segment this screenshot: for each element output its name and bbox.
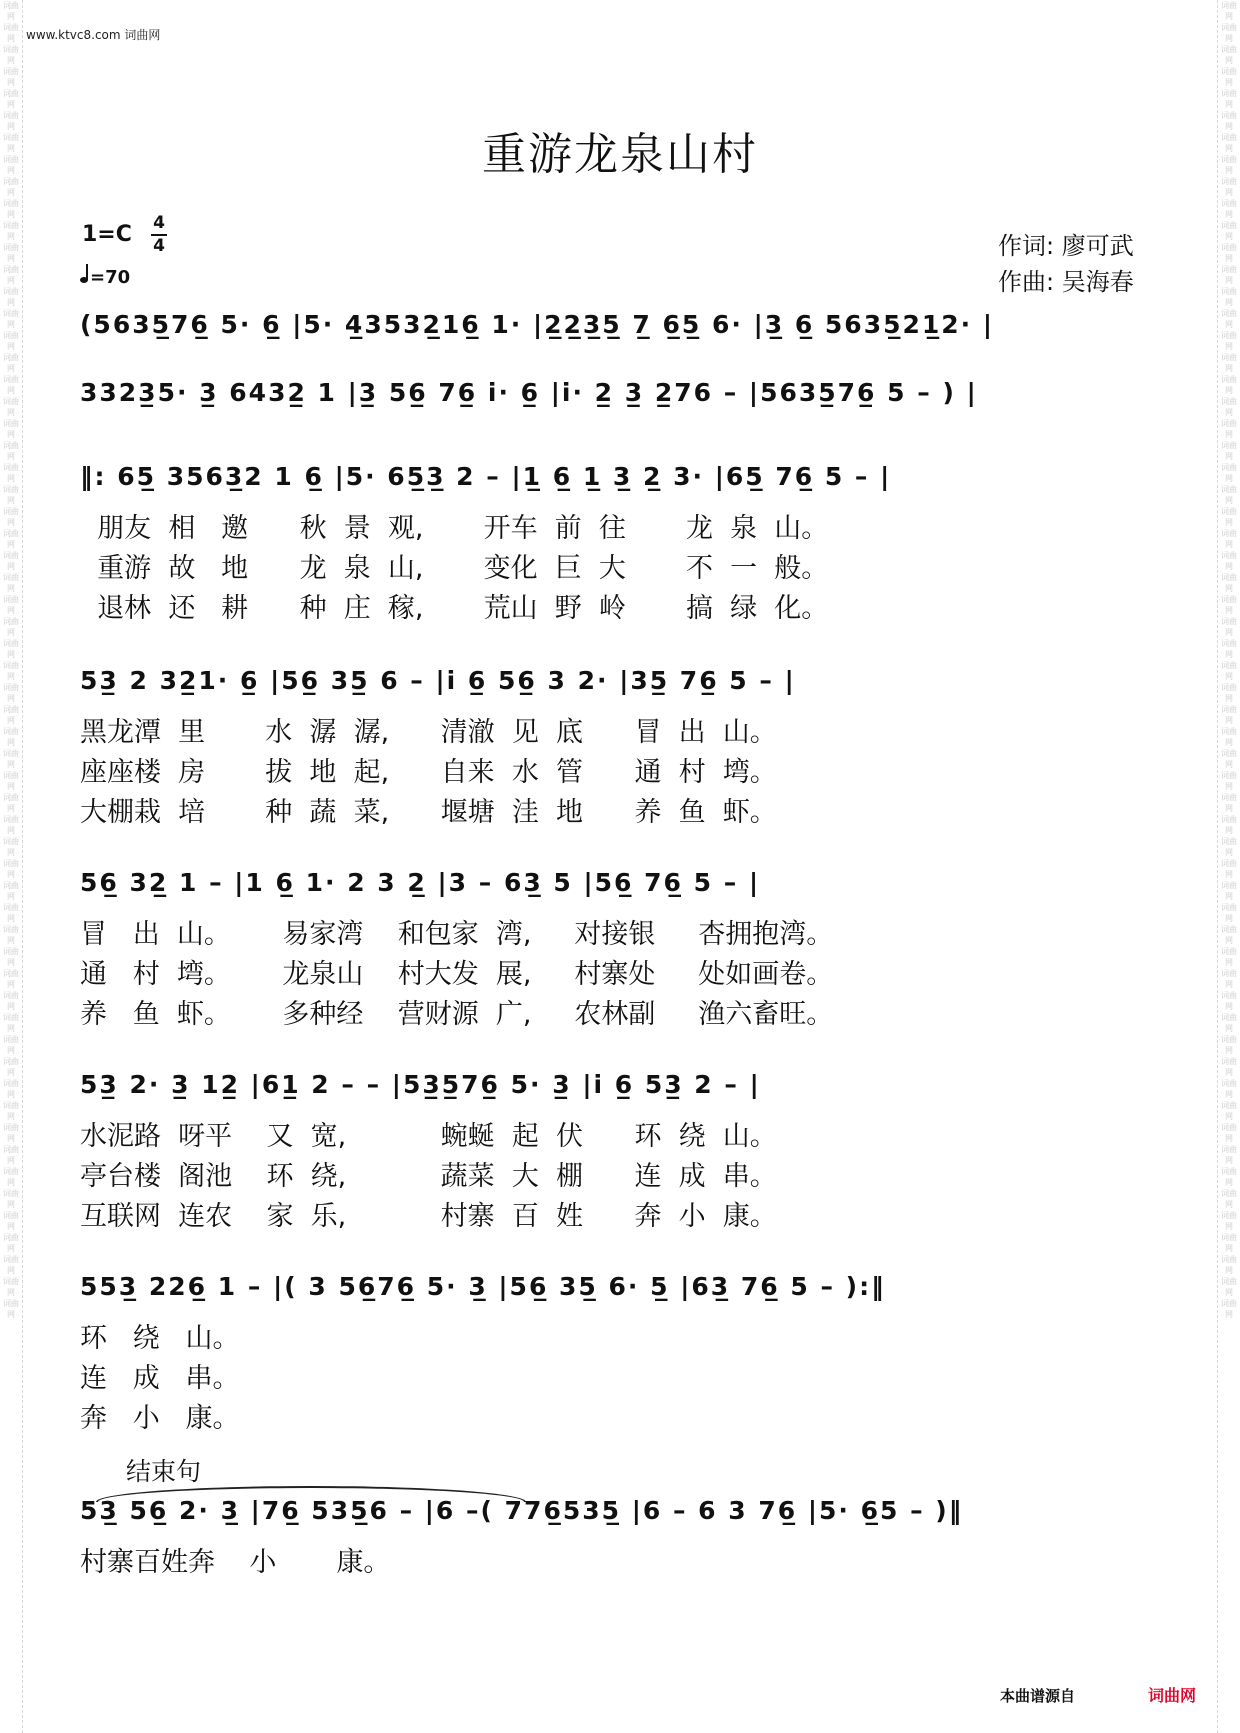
tempo-value: =70: [90, 267, 131, 288]
lyric-line: 座座楼 房 拔 地 起, 自来 水 管 通 村 塆。: [80, 757, 777, 788]
numbered-notation-row: 53̲ 2· 3̲ 12̲ |61̲ 2 – – |53̲5̲76̲ 5· 3̲ |i 6̲ 53̲ 2 – |: [80, 1070, 761, 1099]
left-watermark-strip: 词曲网 词曲网 词曲网 词曲网 词曲网 词曲网 词曲网 词曲网 词曲网 词曲网 词曲网 词曲网 词曲网 词曲网 词曲网 词曲网 词曲网 词曲网 词曲网 词曲网 词曲网 词曲网 词曲网 词曲网 词曲网 词曲网 词曲网 词曲网 词曲网 词曲网 词曲网 词曲网 词曲网 词曲网 词曲网 词曲网 词曲网 词曲网 词曲网 词曲网 词曲网 词曲网 词曲网 词曲网 词曲网 词曲网 词曲网 词曲网 词曲网 词曲网 词曲网 词曲网 词曲网 词曲网 词曲网 词曲网 词曲网 词曲网 词曲网 词曲网: [3, 1, 19, 1319]
footer-brand: 词曲网: [1148, 1686, 1197, 1705]
lyric-line: 奔 小 康。: [80, 1403, 240, 1434]
song-title: 重游龙泉山村: [482, 129, 758, 180]
lyric-line: 连 成 串。: [80, 1363, 240, 1394]
numbered-notation-row: (5635̲76̲ 5· 6̲ |5· 4̲3532̲16̲ 1· |2̲2̲3̲5̲ 7̲ 6̲5̲ 6· |3̲ 6̲ 5635̲21̲2· |: [80, 310, 995, 339]
lyric-line: 退林 还 耕 种 庄 稼, 荒山 野 岭 搞 绿 化。: [80, 593, 829, 624]
site-url: www.ktvc8.com 词曲网: [26, 28, 161, 42]
lyric-line: 水泥路 呀平 又 宽, 蜿蜒 起 伏 环 绕 山。: [80, 1121, 777, 1152]
key-signature: 1=C: [82, 222, 132, 247]
time-signature: [151, 214, 167, 256]
lyric-line: 重游 故 地 龙 泉 山, 变化 巨 大 不 一 般。: [80, 553, 829, 584]
ending-label: 结束句: [126, 1457, 202, 1486]
numbered-notation-row: 3323̲5· 3̲ 6432̲ 1 |3̲ 56̲ 76̲ i· 6̲ |i· 2̲ 3̲ 2̲76 – |5635̲76̲ 5 – ) |: [80, 378, 978, 407]
time-signature-bottom: 4: [153, 236, 165, 256]
numbered-notation-row: 53̲ 2 32̲1· 6̲ |56̲ 35̲ 6 – |i 6̲ 56̲ 3 2· |35̲ 76̲ 5 – |: [80, 666, 796, 695]
time-signature-top: 4: [153, 213, 165, 233]
lyric-line: 互联网 连农 家 乐, 村寨 百 姓 奔 小 康。: [80, 1201, 777, 1232]
composer: 作曲: 吴海春: [998, 268, 1134, 296]
footer-source: 本曲谱源自: [1000, 1687, 1076, 1705]
right-watermark-strip: 词曲网 词曲网 词曲网 词曲网 词曲网 词曲网 词曲网 词曲网 词曲网 词曲网 词曲网 词曲网 词曲网 词曲网 词曲网 词曲网 词曲网 词曲网 词曲网 词曲网 词曲网 词曲网 词曲网 词曲网 词曲网 词曲网 词曲网 词曲网 词曲网 词曲网 词曲网 词曲网 词曲网 词曲网 词曲网 词曲网 词曲网 词曲网 词曲网 词曲网 词曲网 词曲网 词曲网 词曲网 词曲网 词曲网 词曲网 词曲网 词曲网 词曲网 词曲网 词曲网 词曲网 词曲网 词曲网 词曲网 词曲网 词曲网 词曲网 词曲网: [1221, 1, 1237, 1319]
numbered-notation-row: 553̲ 226̲ 1 – |( 3 56̲76̲ 5· 3̲ |56̲ 35̲ 6· 5̲ |63̲ 76̲ 5 – ):‖: [80, 1272, 886, 1301]
numbered-notation-row: ‖: 65̲ 3563̲2 1 6̲ |5· 65̲3̲ 2 – |1̲ 6̲ 1̲ 3̲ 2̲ 3· |65̲ 76̲ 5 – |: [80, 462, 892, 491]
numbered-notation-row: 56̲ 32̲ 1 – |1 6̲ 1· 2 3 2̲ |3 – 63̲ 5 |56̲ 76̲ 5 – |: [80, 868, 761, 897]
lyricist: 作词: 廖可武: [998, 232, 1134, 260]
lyric-line: 黑龙潭 里 水 潺 潺, 清澈 见 底 冒 出 山。: [80, 717, 777, 748]
right-cut-line: [1217, 0, 1218, 1733]
lyric-line: 环 绕 山。: [80, 1323, 240, 1354]
lyric-line: 养 鱼 虾。 多种经 营财源 广, 农林副 渔六畜旺。: [80, 999, 834, 1030]
quarter-note-icon: [80, 277, 88, 283]
lyric-line: 大棚栽 培 种 蔬 菜, 堰塘 洼 地 养 鱼 虾。: [80, 797, 777, 828]
left-cut-line: [22, 0, 23, 1733]
lyric-line: 亭台楼 阁池 环 绕, 蔬菜 大 棚 连 成 串。: [80, 1161, 777, 1192]
lyric-line: 冒 出 山。 易家湾 和包家 湾, 对接银 杏拥抱湾。: [80, 919, 834, 950]
numbered-notation-row: 53̲ 56̲ 2· 3̲ |76̲ 535̲6 – |6 –( 776̲535̲ |6 – 6 3 76̲ |5· 6̲5 – )‖: [80, 1496, 964, 1525]
tempo-marking: [80, 267, 130, 288]
lyric-line: 朋友 相 邀 秋 景 观, 开车 前 往 龙 泉 山。: [80, 513, 829, 544]
lyric-line: 通 村 塆。 龙泉山 村大发 展, 村寨处 处如画卷。: [80, 959, 834, 990]
lyric-line: 村寨百姓奔 小 康。: [80, 1547, 391, 1578]
